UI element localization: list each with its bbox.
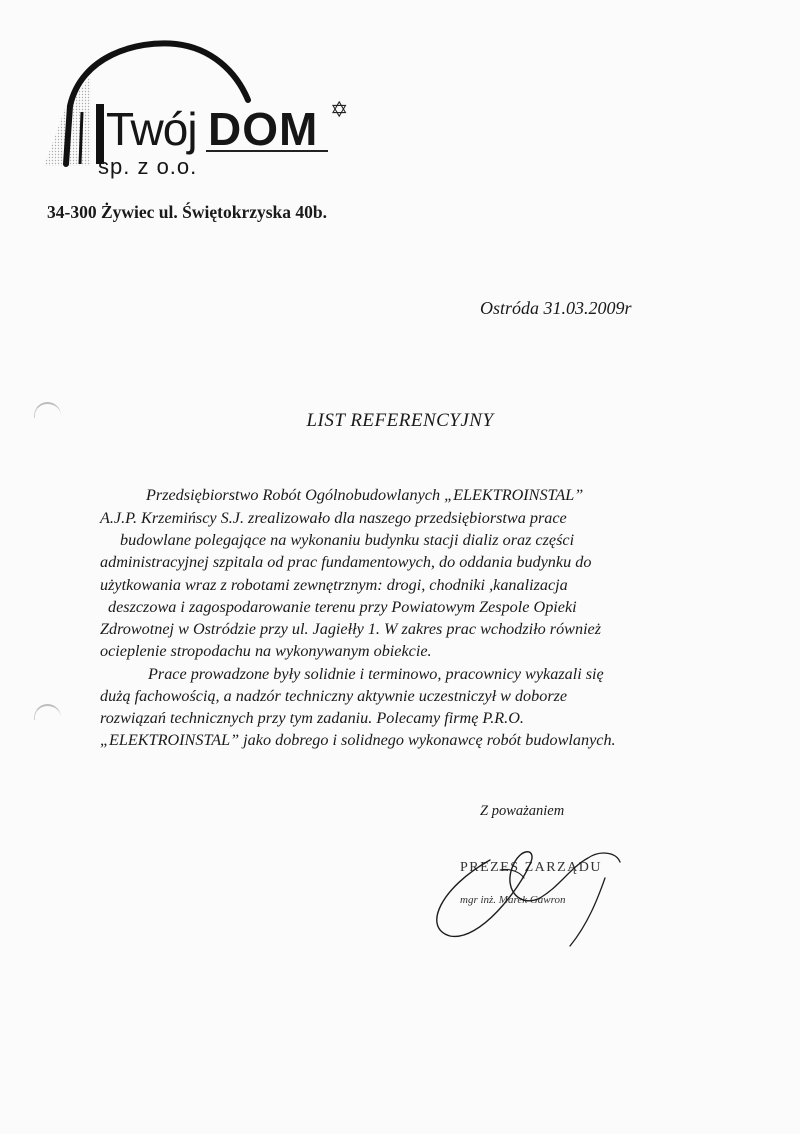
- company-logo: [36, 36, 366, 186]
- stamp-title: PREZES ZARZĄDU: [460, 860, 602, 875]
- company-address: 34-300 Żywiec ul. Świętokrzyska 40b.: [47, 202, 327, 222]
- body-line: ocieplenie stropodachu na wykonywanym obiekcie.: [100, 642, 432, 660]
- letter-date: Ostróda 31.03.2009r: [480, 298, 632, 318]
- punch-hole-mark: [34, 704, 61, 720]
- body-line: dużą fachowością, a nadzór techniczny aktywnie uczestniczył w doborze: [100, 687, 568, 705]
- logo-name-text: Twój: [106, 103, 197, 155]
- body-line: „ELEKTROINSTAL” jako dobrego i solidnego wykonawcę robót budowlanych.: [100, 731, 616, 749]
- body-line: Zdrowotnej w Ostródzie przy ul. Jagiełły 1. W zakres prac wchodziło również: [100, 620, 602, 638]
- body-line: rozwiązań technicznych przy tym zadaniu. Polecamy firmę P.R.O.: [100, 709, 524, 727]
- handwritten-signature: [420, 828, 640, 958]
- body-line: Prace prowadzone były solidnie i terminowo, pracownicy wykazali się: [148, 665, 604, 683]
- body-line: użytkowania wraz z robotami zewnętrznym: drogi, chodniki ,kanalizacja: [100, 576, 568, 594]
- star-of-david-icon: ✡: [330, 98, 349, 123]
- body-line: budowlane polegające na wykonaniu budynku stacji dializ oraz części: [120, 531, 575, 549]
- body-line: deszczowa i zagospodarowanie terenu przy Powiatowym Zespole Opieki: [108, 598, 577, 616]
- stamp-name: mgr inż. Marek Gawron: [460, 894, 566, 906]
- letter-title: LIST REFERENCYJNY: [306, 410, 494, 431]
- body-line: administracyjnej szpitala od prac fundamentowych, do oddania budynku do: [100, 553, 592, 571]
- closing-phrase: Z poważaniem: [480, 803, 565, 819]
- body-line: Przedsiębiorstwo Robót Ogólnobudowlanych „ELEKTROINSTAL”: [146, 486, 584, 504]
- logo-dom-text: DOM: [208, 103, 319, 155]
- logo-legal-form: sp. z o.o.: [98, 154, 198, 179]
- body-line: A.J.P. Krzemińscy S.J. zrealizowało dla naszego przedsiębiorstwa prace: [100, 509, 567, 527]
